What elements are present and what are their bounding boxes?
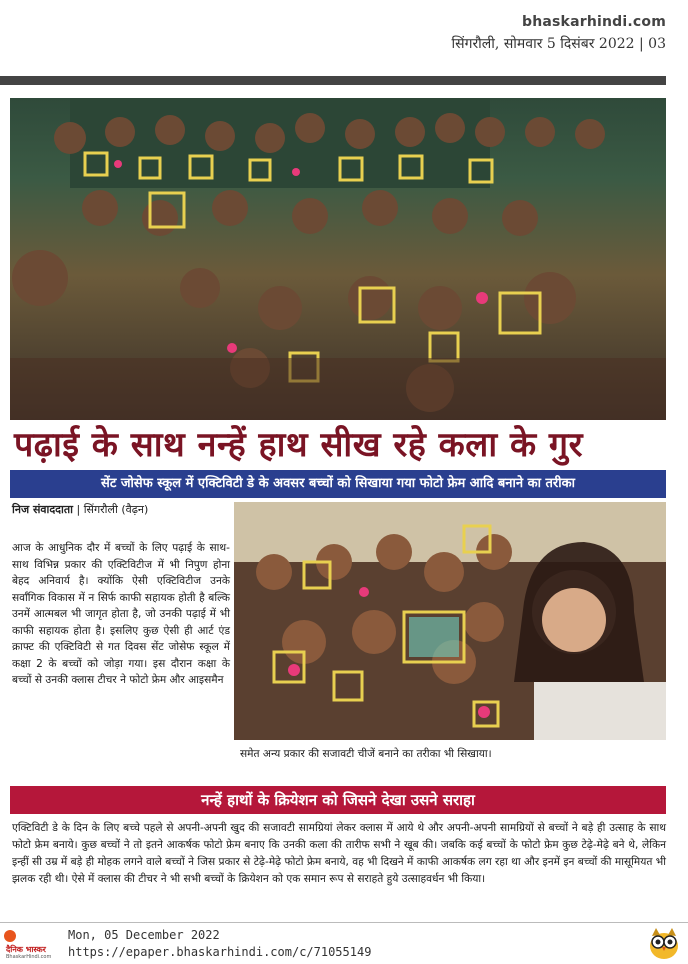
byline: [12, 502, 148, 517]
dateline: सिंगरौली, सोमवार 5 दिसंबर 2022 | 03: [451, 36, 666, 52]
headline: पढ़ाई के साथ नन्हें हाथ सीख रहे कला के गुर: [14, 425, 583, 465]
logo-url: BhaskarHindi.com: [6, 954, 52, 960]
bhaskar-logo: [4, 930, 16, 942]
article-body: आज के आधुनिक दौर में बच्चों के लिए पढ़ाई के साथ-साथ विभिन्न प्रकार की एक्टिविटीज में भी निपुण होना बेहद अनिवार्य है। क्योंकि ऐसी एक्टिविटीज उनके सर्वांगिक विकास में न सिर्फ काफी सहायक होती है बल्कि उनमें आत्मबल भी जागृत होता है, जो उनकी पढ़ाई में भी काफी सहायक होता है। इसलिए कुछ ऐसी ही आर्ट एंड क्राफ्ट की एक्टिविटी से गत दिवस सेंट जोसेफ स्कूल में कक्षा 2 के बच्चों को जोड़ा गया। इस दौरान कक्षा के बच्चों से उनकी क्लास टीचर ने फोटो फ्रेम और आइसमैन: [12, 542, 230, 686]
classroom-photo-illustration: [10, 98, 666, 420]
teacher-with-students-illustration: [234, 502, 666, 740]
footer-url[interactable]: https://epaper.bhaskarhindi.com/c/71055149: [68, 945, 372, 959]
main-photo: [10, 98, 666, 420]
logo-name: दैनिक भास्कर: [6, 945, 46, 954]
byline-place: सिंगरौली (वैढ़न): [83, 503, 149, 516]
photo-caption: समेत अन्य प्रकार की सजावटी चीजें बनाने का तरीका भी सिखाया।: [240, 748, 492, 760]
footer-rule: [0, 922, 688, 923]
owl-icon[interactable]: [646, 926, 682, 960]
byline-name: निज संवाददाता: [12, 503, 73, 516]
article-body-2: एक्टिविटी डे के दिन के लिए बच्चे पहले से अपनी-अपनी खुद की सजावटी सामग्रियां लेकर क्लास में आये थे और अपनी-अपनी सामग्रियों से बच्चों ने बड़े ही उत्साह के साथ फोटो फ्रेम बनाये। कुछ बच्चों ने तो इतने आकर्षक फोटो फ्रेम बनाए कि उनकी कला की तारीफ सभी ने खूब की। जबकि कई बच्चों के फोटो फ्रेम कुछ टेढ़े-मेढ़े बने थे, लेकिन इन्हीं सी उम्र में बड़े ही मोहक लगने वाले बच्चों ने जिस प्रकार से टेढ़े-मेढ़े फोटो फ्रेम बनाये, वह भी दिखने में काफी आकर्षक लग रहा था और इनमें इन बच्चों की मासूमियत भी झलक रही थी। ऐसे में क्लास की टीचर ने भी सभी बच्चों के क्रियेशन को एक समान रूप से सराहते हुये उत्साहवर्धन भी किया।: [12, 822, 666, 885]
subhead2: नन्हें हाथों के क्रियेशन को जिसने देखा उसने सराहा: [201, 791, 475, 809]
subheadline: सेंट जोसेफ स्कूल में एक्टिविटी डे के अवसर बच्चों को सिखाया गया फोटो फ्रेम आदि बनाने का तरीका: [101, 476, 575, 491]
byline-separator: |: [76, 503, 84, 516]
site-name: bhaskarhindi.com: [521, 14, 666, 30]
footer-date: Mon, 05 December 2022: [68, 928, 220, 942]
secondary-photo: [234, 502, 666, 740]
header-rule: [0, 76, 666, 85]
